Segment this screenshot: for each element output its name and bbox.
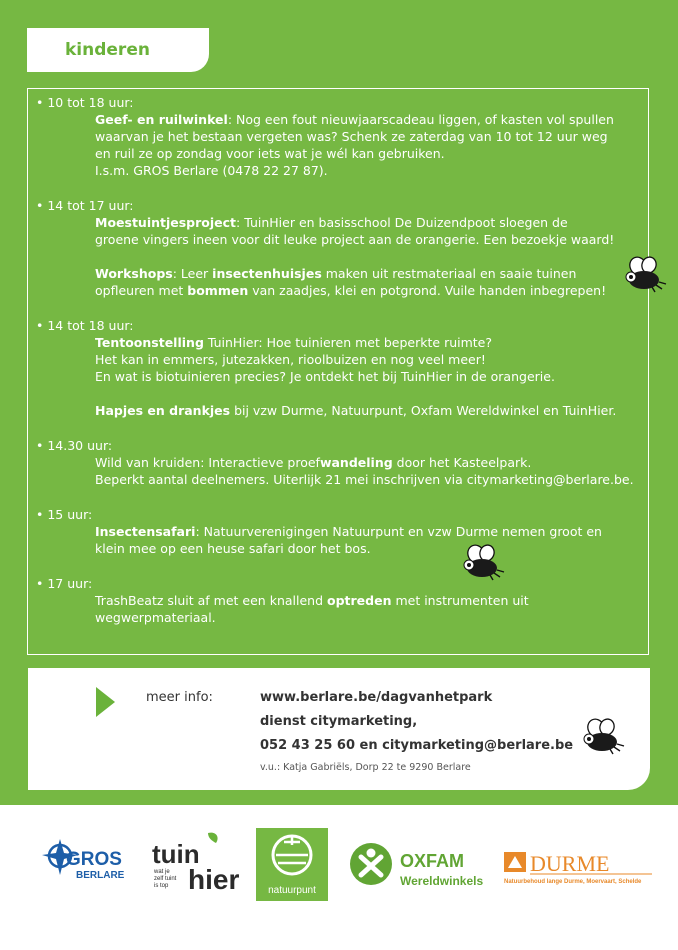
schedule-line: Tentoonstelling TuinHier: Hoe tuinieren met beperkte ruimte? bbox=[95, 335, 493, 350]
gros-logo bbox=[40, 835, 136, 887]
time-label: • 15 uur: bbox=[36, 507, 93, 522]
schedule-line: groene vingers ineen voor dit leuke project aan de orangerie. Een bezoekje waard! bbox=[95, 232, 615, 247]
fly-icon bbox=[580, 718, 628, 756]
time-label: • 17 uur: bbox=[36, 576, 93, 591]
hier-text: hier bbox=[188, 864, 240, 893]
contact-text: 052 43 25 60 en citymarketing@berlare.be bbox=[260, 738, 574, 753]
oxfam-logo bbox=[348, 841, 496, 891]
time-label: • 14 tot 18 uur: bbox=[36, 318, 134, 333]
schedule-line: Geef- en ruilwinkel: Nog een fout nieuwjaarscadeau liggen, of kasten vol spullen bbox=[95, 112, 614, 127]
schedule-line: I.s.m. GROS Berlare (0478 22 27 87). bbox=[95, 163, 328, 178]
schedule-line: waarvan je het bestaan vergeten was? Schenk ze zaterdag van 10 tot 12 uur weg bbox=[95, 129, 608, 144]
schedule-line: En wat is biotuinieren precies? Je ontdekt het bij TuinHier in de orangerie. bbox=[95, 369, 555, 384]
title-tab bbox=[27, 28, 209, 72]
publisher-text: v.u.: Katja Gabriëls, Dorp 22 te 9290 Berlare bbox=[260, 762, 471, 773]
fly-icon bbox=[622, 256, 670, 294]
schedule-line: wegwerpmateriaal. bbox=[95, 610, 216, 625]
time-label: • 10 tot 18 uur: bbox=[36, 95, 134, 110]
schedule-line: Wild van kruiden: Interactieve proefwandeling door het Kasteelpark. bbox=[95, 455, 532, 470]
tuinhier-logo bbox=[150, 829, 242, 893]
oxfam-text: OXFAM bbox=[400, 851, 465, 871]
durme-logo bbox=[504, 850, 656, 888]
schedule-line: Hapjes en drankjes bij vzw Durme, Natuurpunt, Oxfam Wereldwinkel en TuinHier. bbox=[95, 403, 617, 418]
schedule-line: Workshops: Leer insectenhuisjes maken uit restmateriaal en saaie tuinen bbox=[95, 266, 577, 281]
fly-icon bbox=[460, 544, 508, 582]
schedule-line: en ruil ze op zondag voor iets wat je wél kan gebruiken. bbox=[95, 146, 445, 161]
tuinhier-tagline: is top bbox=[154, 883, 169, 889]
oxfam-subtext: Wereldwinkels bbox=[400, 874, 484, 888]
website-link[interactable]: www.berlare.be/dagvanhetpark bbox=[260, 690, 493, 705]
page-title: kinderen bbox=[65, 40, 150, 60]
schedule-line: opfleuren met bommen van zaadjes, klei en potgrond. Vuile handen inbegrepen! bbox=[95, 283, 607, 298]
gros-logo-text: GROS bbox=[66, 849, 122, 870]
tuinhier-tagline: zelf tuint bbox=[154, 876, 177, 882]
tuinhier-tagline: wat je bbox=[154, 869, 170, 875]
durme-text: DURME bbox=[530, 851, 610, 876]
info-box bbox=[28, 668, 650, 790]
schedule-line: Het kan in emmers, jutezakken, rioolbuizen en nog veel meer! bbox=[95, 352, 486, 367]
schedule-line: Insectensafari: Natuurverenigingen Natuurpunt en vzw Durme nemen groot en bbox=[95, 524, 602, 539]
schedule-line: Beperkt aantal deelnemers. Uiterlijk 21 mei inschrijven via citymarketing@berlare.be. bbox=[95, 472, 634, 487]
play-arrow-icon bbox=[96, 687, 115, 717]
natuurpunt-text: natuurpunt bbox=[268, 885, 316, 896]
schedule-line: TrashBeatz sluit af met een knallend optreden met instrumenten uit bbox=[95, 593, 529, 608]
schedule-line: Moestuintjesproject: TuinHier en basisschool De Duizendpoot sloegen de bbox=[95, 215, 568, 230]
info-label: meer info: bbox=[146, 690, 213, 705]
natuurpunt-logo bbox=[256, 828, 328, 901]
tuin-text: tuin bbox=[152, 839, 200, 869]
gros-logo-subtext: BERLARE bbox=[76, 870, 125, 881]
durme-subtext: Natuurbehoud lange Durme, Moervaart, Schelde bbox=[504, 879, 642, 885]
time-label: • 14.30 uur: bbox=[36, 438, 113, 453]
department-text: dienst citymarketing, bbox=[260, 714, 418, 729]
schedule-line: klein mee op een heuse safari door het bos. bbox=[95, 541, 371, 556]
time-label: • 14 tot 17 uur: bbox=[36, 198, 134, 213]
